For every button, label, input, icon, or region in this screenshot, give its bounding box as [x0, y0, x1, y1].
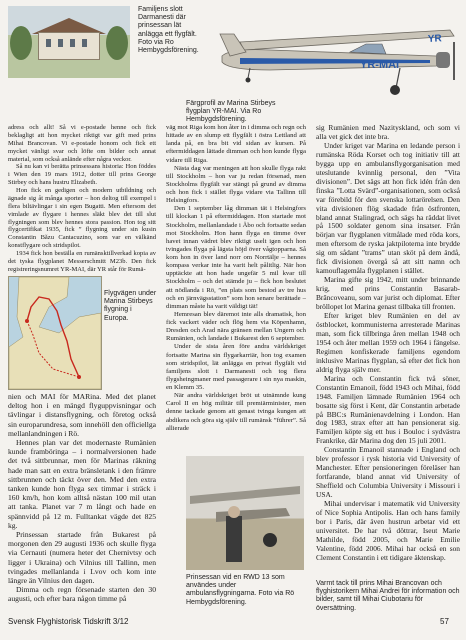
- paragraph: adress och allt! Så vi e-postade henne och fick beklagligt att hon mycket riktigt var gift med prins Mihai Brancovan. Vi e-postade honom och fick ett mycket vänligt svar och löfte om bilder och annat material, som också anlände efter några veckor.: [8, 124, 156, 163]
- plane-wheel: [390, 85, 400, 95]
- paragraph: sig Rumänien med Nazityskland, och som vi alla vet gick det inte bra.: [316, 123, 460, 141]
- caption-plane: Färgprofil av Marina Stirbeys flygplan YR-MAI. Via Ro Hembygdsförening.: [186, 100, 276, 124]
- plane-wing: [240, 30, 454, 50]
- column-2: [166, 124, 306, 433]
- map-illustration: [9, 277, 101, 389]
- caption-castle: Familjens slott Darmanesti där prinsessan lät anlägga ett flygfält. Foto via Ro Hembygdsförening.: [138, 6, 199, 55]
- plane-engine: [436, 52, 450, 68]
- plane-gear: [396, 68, 400, 88]
- column-1-top: [8, 124, 156, 274]
- column-1-bottom: [8, 392, 156, 604]
- plane-profile: [200, 8, 462, 98]
- paragraph: väg mot Riga kom hon åter in i dimma och regn och hittade av en slump ett flygfält i östra Lettland att landa på, en bra bit vid sidan av kursen. På eftermiddagen lättade dimman och hon kunde flyga vidare till Riga.: [166, 124, 306, 164]
- plane-tailwheel: [246, 78, 251, 83]
- photo-rwd13-illustration: [186, 456, 304, 570]
- paragraph: Nästa dag var meningen att hon skulle flyga rakt till Stockholm – hon var ju redan försenad, men Stockholms flygfält var stängt på grund av dimma och hon fick i stället flyga vidare via Tallinn till Helsingfors.: [166, 164, 306, 205]
- rwd-wing: [190, 486, 300, 504]
- caption-map: Flygvägen under Marina Stirbeys flygning i Europa.: [104, 290, 157, 322]
- acknowledgement: Varmt tack till prins Mihai Brancovan och flyghistorikern Mihai Andrei för information och bilder, samt till Mihai Ciubotariu för översättning.: [316, 580, 460, 612]
- flight-route-map: [8, 276, 102, 390]
- paragraph: Dimma och regn försenade starten den 30 augusti, och efter bara någon timme på: [8, 585, 156, 604]
- castle-window: [46, 39, 51, 47]
- plane-registration-fuselage: YR-MAI: [360, 59, 400, 71]
- castle-window: [82, 39, 87, 47]
- rwd-wheel: [263, 533, 277, 547]
- castle-window: [70, 39, 75, 47]
- column-3: [316, 124, 460, 563]
- plane-illustration: [200, 8, 462, 98]
- paragraph: När andra världskriget bröt ut utnämnde kung Carol II en hög militär till premiärminister, men denne tackade genom att genast tvinga kungen att abdikera och göra sig själv till rumänsk ”führer”. Så allierade: [166, 392, 306, 432]
- paragraph: Marina gifte sig 1942, mitt under brinnande krig, med prins Constantin Basarab-Brâncoveanu, som var jurist och diplomat. Efter bröllopet lot Marina genast tillbaka till fronten.: [316, 275, 460, 312]
- photo-rwd13: [186, 456, 304, 570]
- paragraph: Efter kriget blev Rumänien en del av östblocket, kommunisterna arresterade Marinas man, som fick tillbringa åren mellan 1948 och 1954 och åter mellan 1959 och 1964 i fängelse. Regimen konfiskerade familjens egendom inklusive Marinas flygplan, så efter det fick hon aldrig flyga själv mer.: [316, 311, 460, 374]
- paragraph: Så nu kan vi berätta prinsessans historia: Hon föddes i Wien den 19 mars 1912, dotter till prins George Stirbey och hans hustru Elizabeth.: [8, 163, 156, 187]
- plane-cockpit: [350, 44, 386, 54]
- caption-rwd13: Prinsessan vid en RWD 13 som användes under ambulansflygningarna. Foto via Rö Hembygdsförening.: [186, 574, 295, 606]
- person-head: [228, 506, 240, 518]
- paragraph: Den 1 september låg dimman tät i Helsingfors till klockan 1 på eftermiddagen. Hon startade mot Stockholm, mellanlandade i Åbo och fortsatte sedan mot Stockholm. Hon hann flyga en timme över havet innan vädret blev riktigt uselt igen och hon tvingades flyga på lägsta höjd över vågtopparna. Så kom hon in över land norr om Norrtälje – hennes kompass verkar inte ha varit helt pålitlig. När hon upptäckte att hon hade ungefär 5 mil kvar till Stockholm – och det stämde ju – fick hon beslutet att nödlanda i Rö, ”en plats som bestod av tre hus och en järnvägsstation” som hon senare berättade – dimman måste ha varit väldigt tät!: [166, 205, 306, 310]
- page-number: 57: [440, 617, 449, 626]
- map-point-ro: [25, 319, 29, 323]
- paragraph: Hemresan blev däremot inte alls dramatisk, hon fick vackert väder och flög hem via Köpenhamn, Dresden och Arad nära gränsen mellan Ungern och Rumänien, och landade i Bukarest den 6 september.: [166, 310, 306, 343]
- person-figure: [226, 516, 242, 562]
- tree-shape: [10, 26, 32, 60]
- paragraph: Under de sista åren före andra världskriget fortsatte Marina sin flygarkarriär, hon tog examen som stridspilot, lät anlägga en privat flygfält vid familjens slott i Darmanesti och tog flera flygsheingmaner med passagerare i sin nya maskin, en Klemm 35.: [166, 343, 306, 391]
- plane-registration-wing: YR: [427, 33, 443, 45]
- paragraph: nien och MAI för MARina. Med det planet deltog hon i en mängd flyguppvisningar och tävlingar i distansflygning, och företog också sin europarundresa, som innehöll den officiellga mellanlandningen i Rö.: [8, 392, 156, 438]
- paragraph: Hennes plan var det modernaste Rumänien kunde framböringa – i normalversionen hade det två sittbrunnar, men för Marinas räkning hade man satt en extra bränsletank i den främre sittbrunnen och täckt över den. Med den extra tanken kunde hon flyga sex timmar i sträck i 160 km/h, hon kom alltså nästan 100 mil utan att tanka. Planet var 7 m långt och hade en spännvidd på 12 m. Fulltankat vägde det 825 kg.: [8, 438, 156, 530]
- paragraph: Hon fick en gedigen och modern utbildning och ägnade sig åt många sporter – hon deltog till exempel i flera biltävlingar i sin egen Bugatti. Men eftersom det vimlade av flygare i hennes släkt blev det till slut flygningen som blev hennes stora passion. Hon tog sitt flygcertifikat 1935, fick ” flygning under sin kusin Constantin Băzu Cantacuzino, som var en välkänd konstflygare och stridspilot.: [8, 187, 156, 250]
- map-point-bukarest: [77, 375, 81, 379]
- paragraph: Prinsessan startade från Bukarest på morgonen den 29 augusti 1936 och skulle flyga via Cernauti (numera heter det Chernivtsy och ligger i Ukraina) och Vilnius till Tallinn, men tvingades mellanlanda i Lvov och kom inte längre än Vilnius den dagen.: [8, 530, 156, 586]
- castle-window: [58, 39, 63, 47]
- paragraph: 1934 fick hon beställa en rumänsktillverkad kopia av det tyska flygplanet Messerschmitt M23b. Den fick registreringsnumret YR-MAI, där YR står för Rumä-: [8, 250, 156, 273]
- journal-footer: Svensk Flyghistorisk Tidskrift 3/12: [8, 617, 129, 626]
- paragraph: Constantin Emanoil stannade i England och blev professor i rysk historia vid University of Manchester. Efter pensioneringen föreläser han fortfarande, bland annat vid University of Sheffield och Columbia University i Missouri i USA.: [316, 445, 460, 500]
- paragraph: Mihai undervisar i matematik vid University of Nice Sophia Antipolis. Han och hans family bor i Paris, där även hustrun arbetar vid ett universitet. De har två döttrar, Iseut Marie Mathilde, född 2005, och Marie Emilie Valentine, född 2006. Mihai har också en son Clement Constantin i ett tidigare äktenskap.: [316, 499, 460, 562]
- photo-castle-darmanesti: [8, 6, 130, 78]
- tree-shape: [106, 26, 128, 60]
- paragraph: Under kriget var Marina en ledande person i rumänska Röda Korset och tog initiativ till att bygga upp en ambulansflygorganisation med uteslutande kvinnlig personal, den ”Vita divisionen”. Det sägs att hon fick idén från den finska ”Lotta Svärd”-organisationen, som också var förebild för den svenska lottarörelsen. Den vita divisionen flög skadade från östfronten, bland annat Stalingrad, och sägs ha räddat livet på 1500 soldater genom sina insatser. Från början var flygplanen vitmålade med röda kors, men eftersom de ryska jaktpiloterna inte brydde sig om sådant ”trams” utan sköt på dem ändå, fick divisionen övergå så att sitt namn och kamouflagemåla flygplanen i stället.: [316, 140, 460, 276]
- paragraph: Marina och Constantin fick två söner, Constantin Emanoil, född 1943 och Mihai, född 1948. Familjen lämnade Rumänien 1964 och bosatte sig först i Kent, där Constantin arbetade på BBC:s Rumänienavdelning i London. Han dog 1983, strax efter att han pensionerat sig. Familjen köpte sig ett hus i Bouloc i sydvästra Frankrike, där Marina dog den 15 juli 2001.: [316, 373, 460, 446]
